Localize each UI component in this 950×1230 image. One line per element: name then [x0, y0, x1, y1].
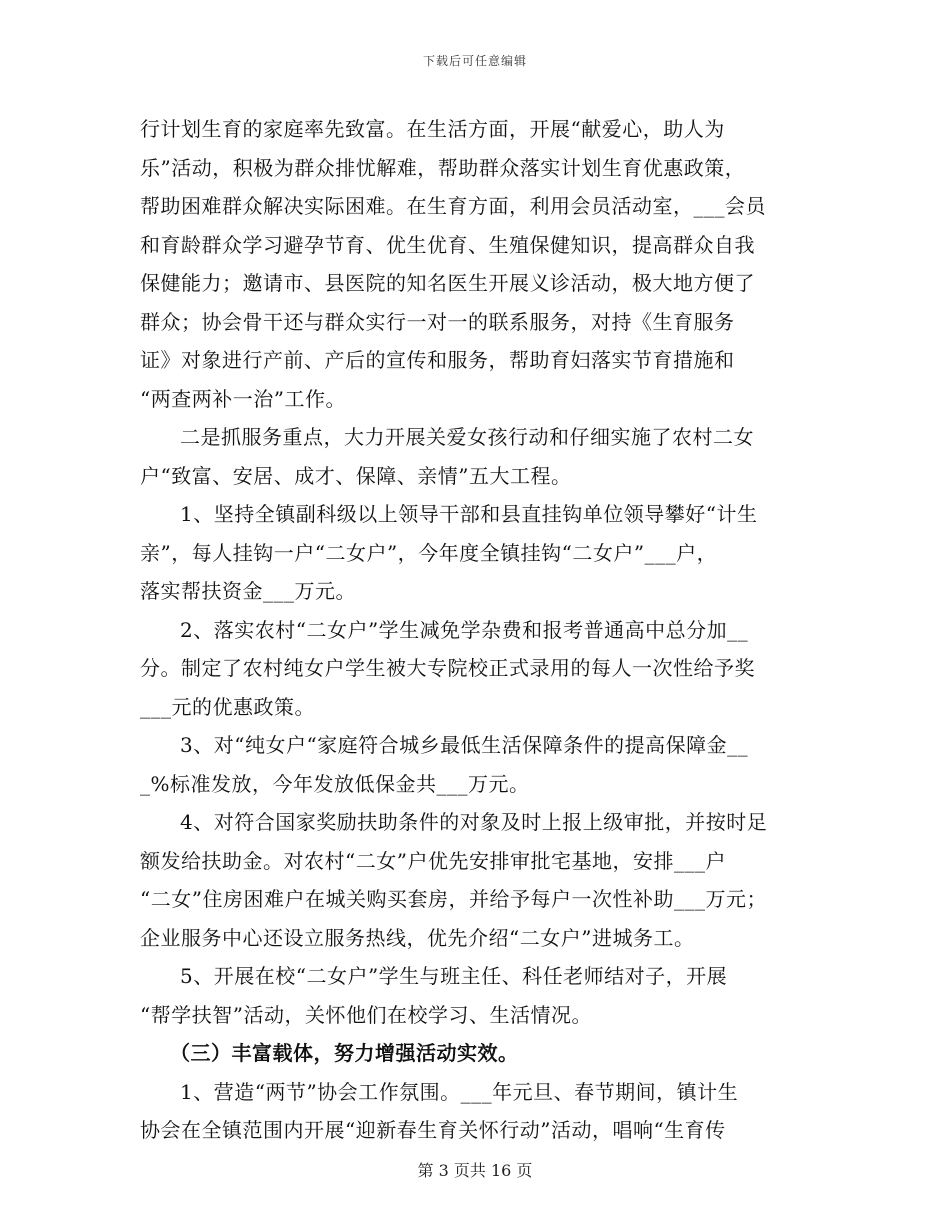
- text-line: “两查两补一治”工作。: [140, 386, 346, 411]
- text-line: “二女”住房困难户在城关购买套房，并给予每户一次性补助___万元；: [140, 887, 767, 911]
- text-line: 额发给扶助金。对农村“二女”户优先安排审批宅基地，安排___户: [140, 848, 726, 873]
- text-line: 分。制定了农村纯女户学生被大专院校正式录用的每人一次性给予奖: [140, 656, 755, 680]
- text-line: 企业服务中心还设立服务热线，优先介绍“二女户”进城务工。: [140, 925, 695, 950]
- text-line: 乐”活动，积极为群众排忧解难，帮助群众落实计划生育优惠政策，: [140, 155, 746, 180]
- text-line: 和育龄群众学习避孕节育、优生优育、生殖保健知识，提高群众自我: [140, 232, 755, 257]
- text-line: 保健能力；邀请市、县医院的知名医生开展义诊活动，极大地方便了: [140, 271, 755, 295]
- text-line: ___元的优惠政策。: [140, 694, 315, 719]
- paragraph-start-line: 5、开展在校“二女户”学生与班主任、科任老师结对子，开展: [180, 964, 728, 988]
- text-line: 落实帮扶资金___万元。: [140, 579, 356, 603]
- text-line: 协会在全镇范围内开展“迎新春生育关怀行动”活动，唱响“生育传: [140, 1118, 726, 1142]
- text-line: 群众；协会骨干还与群众实行一对一的联系服务，对持《生育服务: [140, 309, 735, 334]
- paragraph-start-line: 3、对“纯女户“家庭符合城乡最低生活保障条件的提高保障金__: [180, 733, 749, 757]
- paragraph-start-line: 4、对符合国家奖励扶助条件的对象及时上报上级审批，并按时足: [180, 810, 768, 834]
- text-line: 行计划生育的家庭率先致富。在生活方面，开展“献爱心，助人为: [140, 117, 725, 141]
- page-number-footer: 第 3 页共 16 页: [417, 1161, 533, 1180]
- text-line: 帮助困难群众解决实际困难。在生育方面，利用会员活动室，___会员: [140, 194, 766, 218]
- text-line: “帮学扶智”活动，关怀他们在校学习、生活情况。: [140, 1002, 592, 1027]
- paragraph-start-line: 二是抓服务重点，大力开展关爱女孩行动和仔细实施了农村二女: [180, 425, 754, 449]
- page-header: 下载后可任意编辑: [422, 54, 527, 68]
- paragraph-start-line: 2、落实农村“二女户”学生减免学杂费和报考普通高中总分加__: [180, 617, 749, 642]
- paragraph-start-line: 1、营造“两节”协会工作氛围。___年元旦、春节期间，镇计生: [180, 1079, 739, 1104]
- text-line: 证》对象进行产前、产后的宣传和服务，帮助育妇落实节育措施和: [140, 348, 735, 372]
- text-line: _%标准发放，今年发放低保金共___万元。: [140, 771, 530, 796]
- text-line: 亲”，每人挂钩一户“二女户”，今年度全镇挂钩“二女户”___户，: [140, 540, 718, 565]
- section-heading: （三）丰富载体，努力增强活动实效。: [170, 1041, 519, 1065]
- document-body: [140, 110, 820, 1150]
- text-line: 户“致富、安居、成才、保障、亲情”五大工程。: [140, 463, 572, 488]
- paragraph-start-line: 1、坚持全镇副科级以上领导干部和县直挂钩单位领导攀好“计生: [180, 502, 758, 526]
